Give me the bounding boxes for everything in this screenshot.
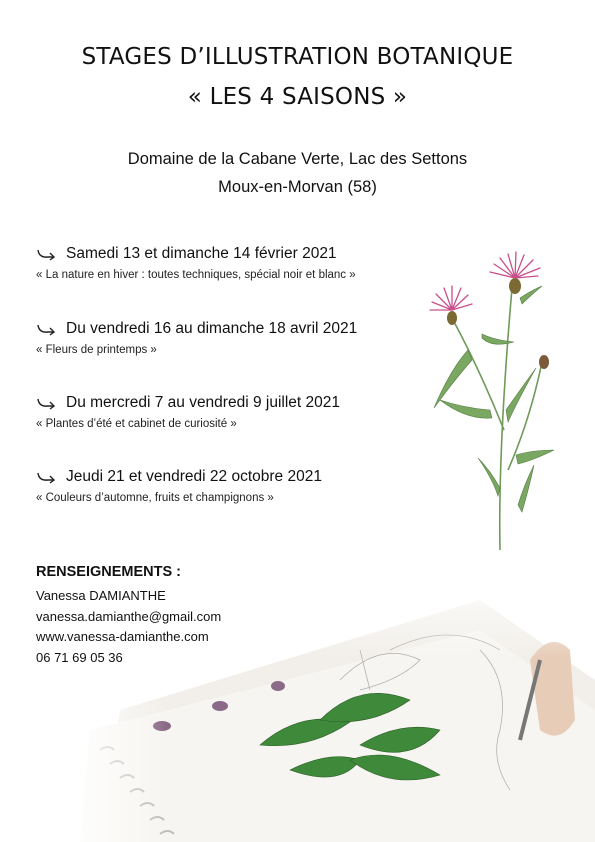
session-date: Jeudi 21 et vendredi 22 octobre 2021: [66, 468, 322, 485]
session-theme: « Fleurs de printemps »: [36, 344, 157, 356]
contact-phone: 06 71 69 05 36: [36, 649, 123, 665]
venue-town: Moux-en-Morvan (58): [218, 178, 377, 196]
contact-heading: RENSEIGNEMENTS :: [36, 564, 182, 580]
session-item: [36, 394, 466, 430]
session-date: Du vendredi 16 au dimanche 18 avril 2021: [66, 320, 358, 337]
session-item: [36, 468, 466, 504]
contact-website[interactable]: www.vanessa-damianthe.com: [36, 629, 209, 644]
session-theme: « La nature en hiver : toutes techniques, spécial noir et blanc »: [36, 269, 356, 281]
page-subtitle: « LES 4 SAISONS »: [187, 84, 408, 110]
contact-block: [36, 564, 221, 668]
curved-arrow-icon: [36, 247, 58, 261]
session-date: Samedi 13 et dimanche 14 février 2021: [66, 245, 337, 262]
session-theme: « Plantes d’été et cabinet de curiosité »: [36, 418, 237, 430]
session-date: Du mercredi 7 au vendredi 9 juillet 2021: [66, 394, 340, 411]
session-item: [36, 320, 466, 356]
session-item: [36, 245, 466, 281]
knapweed-flower-drawing: [420, 250, 570, 550]
session-theme: « Couleurs d’automne, fruits et champignons »: [36, 492, 274, 504]
curved-arrow-icon: [36, 396, 58, 410]
curved-arrow-icon: [36, 322, 58, 336]
contact-email[interactable]: vanessa.damianthe@gmail.com: [36, 608, 222, 624]
curved-arrow-icon: [36, 470, 58, 484]
venue-name: Domaine de la Cabane Verte, Lac des Settons: [127, 150, 468, 168]
contact-name: Vanessa DAMIANTHE: [36, 588, 166, 603]
page-title: STAGES D’ILLUSTRATION BOTANIQUE: [81, 44, 514, 70]
